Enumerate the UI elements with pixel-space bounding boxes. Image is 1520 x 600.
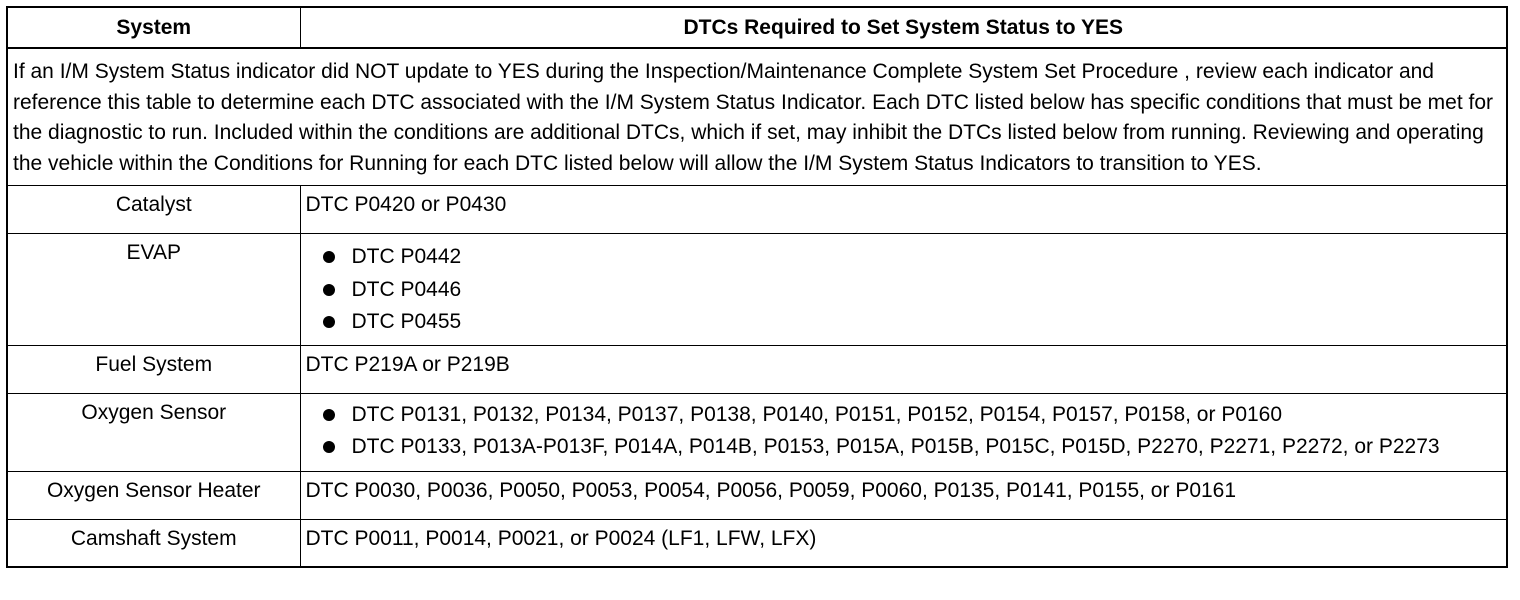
table-row	[7, 234, 1507, 346]
system-cell: Fuel System	[7, 345, 300, 393]
bullet-icon	[323, 284, 335, 296]
dtc-text: DTC P0131, P0132, P0134, P0137, P0138, P0140, P0151, P0152, P0154, P0157, P0158, or P0160	[351, 402, 1283, 426]
system-cell: EVAP	[7, 234, 300, 346]
dtc-text: DTC P0133, P013A-P013F, P014A, P014B, P0153, P015A, P015B, P015C, P015D, P2270, P2271, P2272, or P2273	[351, 434, 1440, 458]
dtc-cell: DTC P0030, P0036, P0050, P0053, P0054, P0056, P0059, P0060, P0135, P0141, P0155, or P0161	[300, 471, 1507, 519]
header-system: System	[7, 7, 300, 48]
dtc-table	[6, 6, 1508, 568]
dtc-cell: DTC P219A or P219B	[300, 345, 1507, 393]
table-row	[7, 345, 1507, 393]
header-row	[7, 7, 1507, 48]
bullet-icon	[323, 441, 335, 453]
table-row	[7, 393, 1507, 471]
table-row	[7, 186, 1507, 234]
dtc-cell: DTC P0420 or P0430	[300, 186, 1507, 234]
system-cell: Oxygen Sensor	[7, 393, 300, 471]
dtc-list	[301, 234, 1507, 345]
bullet-icon	[323, 251, 335, 263]
dtc-cell	[300, 234, 1507, 346]
list-item	[323, 274, 1507, 307]
dtc-cell	[300, 393, 1507, 471]
dtc-list	[301, 394, 1507, 471]
list-item	[323, 241, 1507, 274]
dtc-cell: DTC P0011, P0014, P0021, or P0024 (LF1, LFW, LFX)	[300, 519, 1507, 567]
table-row	[7, 519, 1507, 567]
dtc-text: DTC P0455	[351, 310, 462, 333]
system-cell: Camshaft System	[7, 519, 300, 567]
list-item	[323, 401, 1507, 428]
system-cell: Catalyst	[7, 186, 300, 234]
header-dtcs: DTCs Required to Set System Status to YES	[300, 7, 1507, 48]
system-cell: Oxygen Sensor Heater	[7, 471, 300, 519]
list-item	[323, 306, 1507, 339]
intro-text: If an I/M System Status indicator did NOT update to YES during the Inspection/Maintenance Complete System Set Procedure , review each indicator and reference this table to determine each DTC associated with the I/M System Status Indicator. Each DTC listed below has specific conditions that must be met for the diagnostic to run. Included within the conditions are additional DTCs, which if set, may inhibit the DTCs listed below from running. Reviewing and operating the vehicle within the Conditions for Running for each DTC listed below will allow the I/M System Status Indicators to transition to YES.	[7, 48, 1507, 186]
bullet-icon	[323, 316, 335, 328]
dtc-text: DTC P0442	[351, 245, 462, 268]
intro-row	[7, 48, 1507, 186]
table-row	[7, 471, 1507, 519]
dtc-text: DTC P0446	[351, 277, 462, 301]
bullet-icon	[323, 409, 335, 421]
list-item	[323, 433, 1507, 460]
